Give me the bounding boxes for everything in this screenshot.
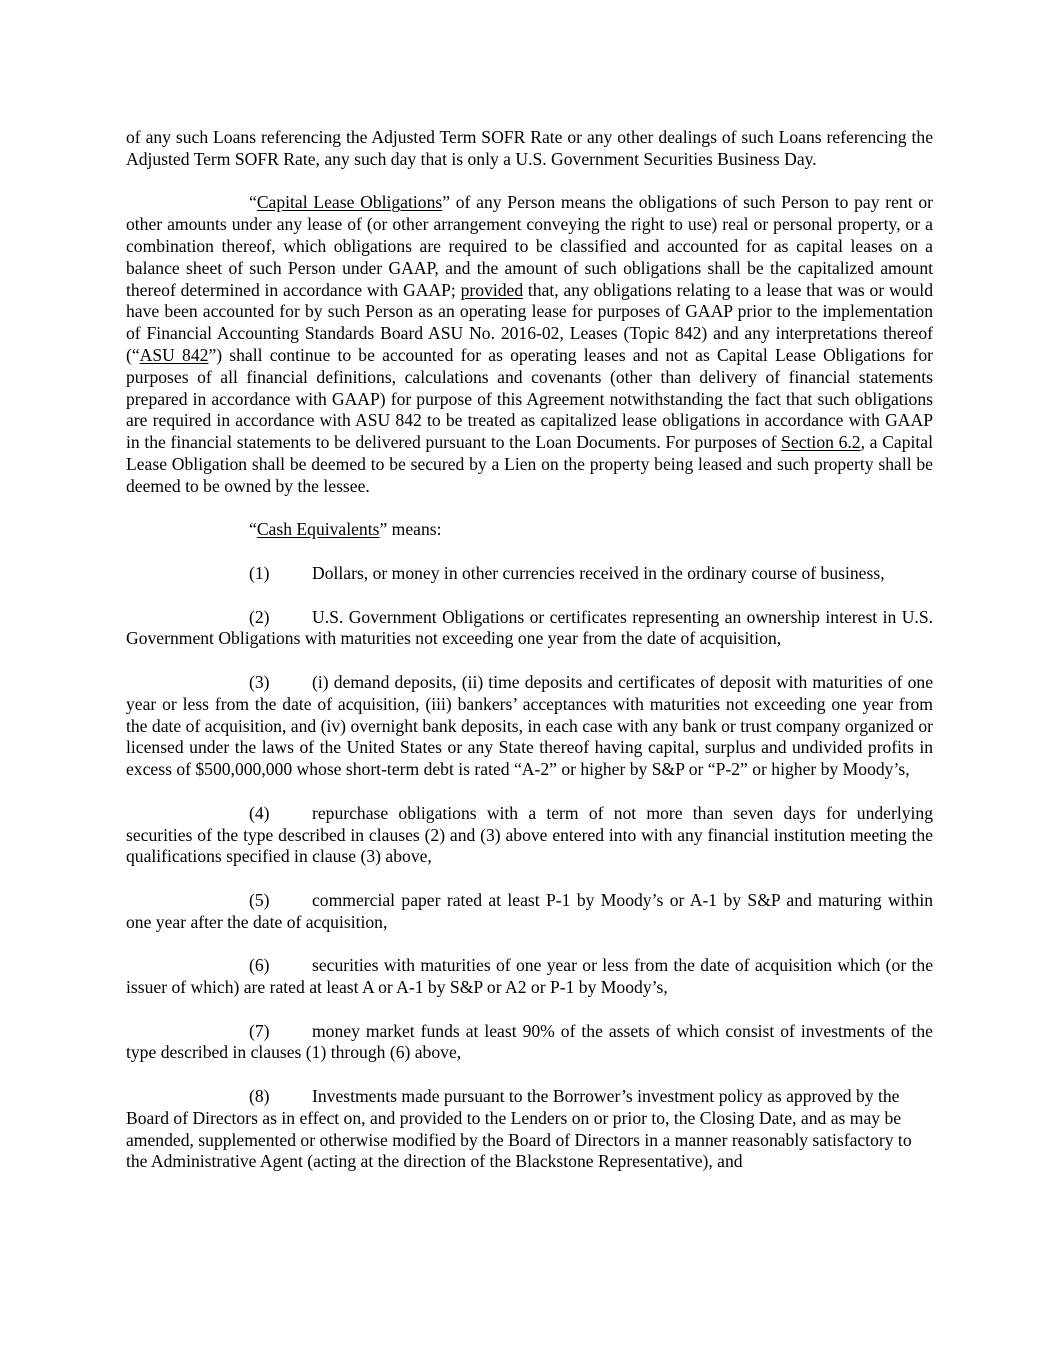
list-item-text: U.S. Government Obligations or certificates representing an ownership interest in U.S. Government Obligations with maturities not exceeding one year from the date of acquisition, <box>126 606 933 649</box>
defined-term-capital-lease-obligations: Capital Lease Obligations <box>256 192 443 213</box>
paragraph-continuation: of any such Loans referencing the Adjusted Term SOFR Rate or any other dealings of such Loans referencing the Adjusted Term SOFR Rate, any such day that is only a U.S. Government Securities Business Day. <box>126 127 933 169</box>
definition-text: ” of any Person means the obligations of such Person to pay rent or other amounts under any lease of (or other arrangement conveying the right to use) real or personal property, or a combination thereof, which obligations are required to be classified and accounted for as capital leases on a balance sheet of such Person under GAAP, and the amount of such obligations shall be the capitalized amount thereof determined in accordance with GAAP; <box>126 192 934 300</box>
list-item <box>126 672 933 781</box>
list-item-number: (3) <box>249 671 270 692</box>
list-item <box>126 803 933 868</box>
open-quote: “ <box>249 519 257 540</box>
list-item <box>126 890 933 934</box>
definition-text: ”) shall continue to be accounted for as operating leases and not as Capital Lease Obligations for purposes of all financial definitions, calculations and covenants (other than delivery of financial statements prepared in accordance with GAAP) for purpose of this Agreement notwithstanding the fact that such obligations are required in accordance with ASU 842 to be treated as capitalized lease obligations in accordance with GAAP in the financial statements to be delivered pursuant to the Loan Documents. For purposes of <box>126 344 933 453</box>
definition-cash-equivalents <box>126 519 933 541</box>
definition-capital-lease-obligations <box>126 192 933 497</box>
list-item-number: (2) <box>249 606 270 627</box>
list-item-number: (1) <box>249 562 270 583</box>
list-item <box>126 563 933 585</box>
defined-term-cash-equivalents: Cash Equivalents <box>256 519 380 540</box>
list-item <box>126 1086 933 1173</box>
definition-text: , a Capital Lease Obligation shall be deemed to be secured by a Lien on the property being leased and such property shall be deemed to be owned by the lessee. <box>126 432 933 496</box>
section-reference: Section 6.2 <box>781 432 861 453</box>
definition-text: ” means: <box>379 519 442 540</box>
open-quote: “ <box>249 192 257 213</box>
list-item-number: (4) <box>249 802 270 823</box>
list-item-number: (8) <box>249 1086 270 1107</box>
provided-term: provided <box>460 279 524 300</box>
list-item-number: (6) <box>249 955 270 976</box>
list-item <box>126 607 933 651</box>
list-item-text: Investments made pursuant to the Borrower’s investment policy as approved by the Board of Directors as in effect on, and provided to the Lenders on or prior to, the Closing Date, and as may be amended, supplemented or otherwise modified by the Board of Directors in a manner reasonably satisfactory to the Administrative Agent (acting at the direction of the Blackstone Representative), and <box>126 1086 912 1172</box>
defined-term-asu-842: ASU 842 <box>139 344 209 365</box>
document-page <box>126 127 933 1173</box>
list-item <box>126 1021 933 1065</box>
list-item-text: (i) demand deposits, (ii) time deposits and certificates of deposit with maturities of one year or less from the date of acquisition, (iii) bankers’ acceptances with maturities not exceeding one year from the date of acquisition, and (iv) overnight bank deposits, in each case with any bank or trust company organized or licensed under the laws of the United States or any State thereof having capital, surplus and undivided profits in excess of $500,000,000 whose short-term debt is rated “A-2” or higher by S&P or “P-2” or higher by Moody’s, <box>126 671 933 780</box>
list-item-number: (5) <box>249 889 270 910</box>
definition-text: that, any obligations relating to a lease that was or would have been accounted for by such Person as an operating lease for purposes of GAAP prior to the implementation of Financial Accounting Standards Board ASU No. 2016-02, Leases (Topic 842) and any interpretations thereof (“ <box>126 279 933 365</box>
list-item-text: Dollars, or money in other currencies received in the ordinary course of business, <box>312 562 885 583</box>
list-item-text: commercial paper rated at least P-1 by Moody’s or A-1 by S&P and maturing within one year after the date of acquisition, <box>126 889 933 932</box>
list-item-text: securities with maturities of one year or less from the date of acquisition which (or the issuer of which) are rated at least A or A-1 by S&P or A2 or P-1 by Moody’s, <box>126 955 933 998</box>
list-item <box>126 955 933 999</box>
list-item-text: repurchase obligations with a term of not more than seven days for underlying securities of the type described in clauses (2) and (3) above entered into with any financial institution meeting the qualifications specified in clause (3) above, <box>126 802 933 867</box>
list-item-text: money market funds at least 90% of the assets of which consist of investments of the type described in clauses (1) through (6) above, <box>126 1020 933 1063</box>
list-item-number: (7) <box>249 1020 270 1041</box>
